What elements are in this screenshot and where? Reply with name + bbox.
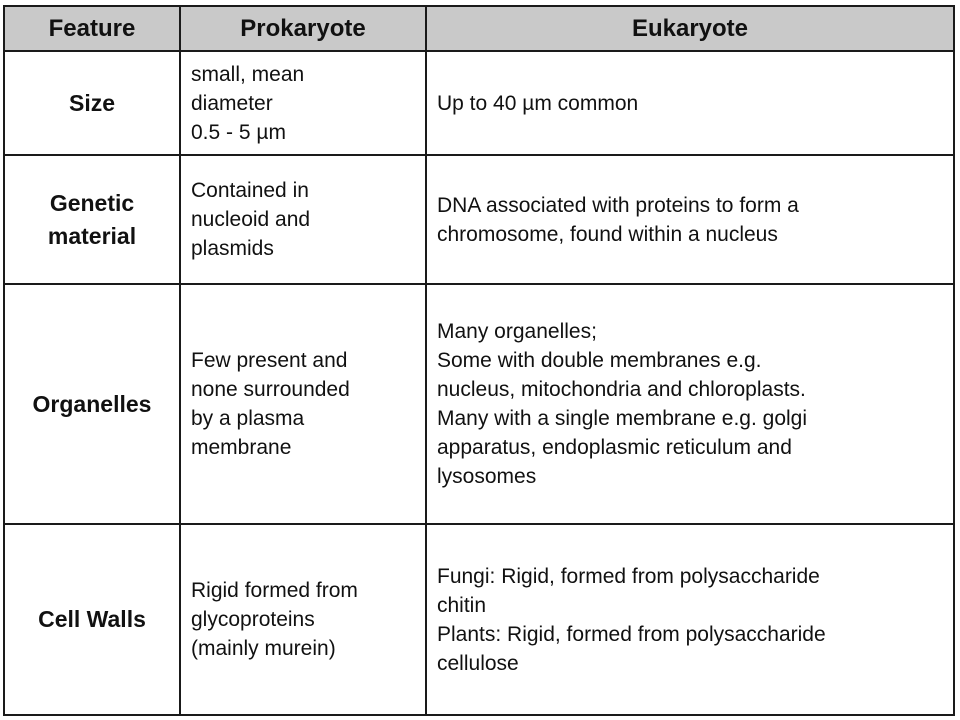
cell-text-line: Fungi: Rigid, formed from polysaccharide bbox=[437, 564, 820, 588]
header-feature: Feature bbox=[4, 6, 180, 51]
cell-text-line: Few present and bbox=[191, 349, 348, 373]
prokaryote-eukaryote-comparison-table bbox=[3, 5, 955, 716]
cell-text-line: (mainly murein) bbox=[191, 637, 336, 661]
cell-text-line: apparatus, endoplasmic reticulum and bbox=[437, 436, 792, 460]
table-row-cell-walls bbox=[4, 524, 954, 715]
table-row-genetic-material bbox=[4, 155, 954, 283]
cell-text-line: Many with a single membrane e.g. golgi bbox=[437, 407, 808, 431]
cell-text-line: cellulose bbox=[437, 651, 519, 675]
eukaryote-cell-cell-walls bbox=[426, 524, 954, 715]
cell-text-line: Contained in bbox=[191, 179, 309, 202]
header-row bbox=[4, 6, 954, 51]
cell-text-line: 0.5 - 5 µm bbox=[191, 120, 286, 144]
cell-text-line: Rigid formed from bbox=[191, 579, 358, 603]
feature-label: Size bbox=[68, 89, 116, 116]
cell-text-line: by a plasma bbox=[191, 407, 305, 431]
prokaryote-cell-organelles bbox=[180, 284, 426, 525]
table-row-organelles bbox=[4, 284, 954, 525]
cell-text-line: DNA associated with proteins to form a bbox=[437, 193, 799, 217]
cell-text-line: chitin bbox=[437, 593, 487, 617]
feature-cell-size bbox=[4, 51, 180, 155]
cell-text-line: small, mean bbox=[191, 62, 305, 86]
table-row-size bbox=[4, 51, 954, 155]
prokaryote-cell-size bbox=[180, 51, 426, 155]
eukaryote-cell-organelles bbox=[426, 284, 954, 525]
cell-text-line: none surrounded bbox=[191, 378, 350, 402]
feature-label: Organelles bbox=[32, 390, 152, 417]
cell-text-line: Up to 40 µm common bbox=[437, 91, 639, 115]
header-eukaryote: Eukaryote bbox=[426, 6, 954, 51]
eukaryote-cell-genetic-material bbox=[426, 155, 954, 283]
cell-text-line: plasmids bbox=[191, 237, 274, 260]
cell-text-line: glycoproteins bbox=[191, 608, 315, 632]
prokaryote-cell-genetic-material bbox=[180, 155, 426, 283]
feature-cell-organelles bbox=[4, 284, 180, 525]
cell-text-line: nucleoid and bbox=[191, 208, 311, 231]
header-prokaryote: Prokaryote bbox=[180, 6, 426, 51]
cell-text-line: Plants: Rigid, formed from polysaccharide bbox=[437, 622, 826, 646]
feature-label: Genetic bbox=[49, 189, 135, 216]
cell-text-line: diameter bbox=[191, 91, 273, 115]
feature-label: Cell Walls bbox=[38, 606, 146, 633]
cell-text-line: lysosomes bbox=[437, 465, 537, 489]
cell-text-line: nucleus, mitochondria and chloroplasts. bbox=[437, 378, 806, 402]
prokaryote-cell-cell-walls bbox=[180, 524, 426, 715]
feature-cell-cell-walls bbox=[4, 524, 180, 715]
cell-text-line: Some with double membranes e.g. bbox=[437, 349, 762, 373]
cell-text-line: membrane bbox=[191, 436, 292, 460]
cell-text-line: chromosome, found within a nucleus bbox=[437, 222, 778, 246]
cell-text-line: Many organelles; bbox=[437, 320, 597, 344]
comparison-table-container bbox=[3, 5, 953, 716]
feature-cell-genetic-material bbox=[4, 155, 180, 283]
feature-label: material bbox=[47, 222, 137, 249]
eukaryote-cell-size bbox=[426, 51, 954, 155]
